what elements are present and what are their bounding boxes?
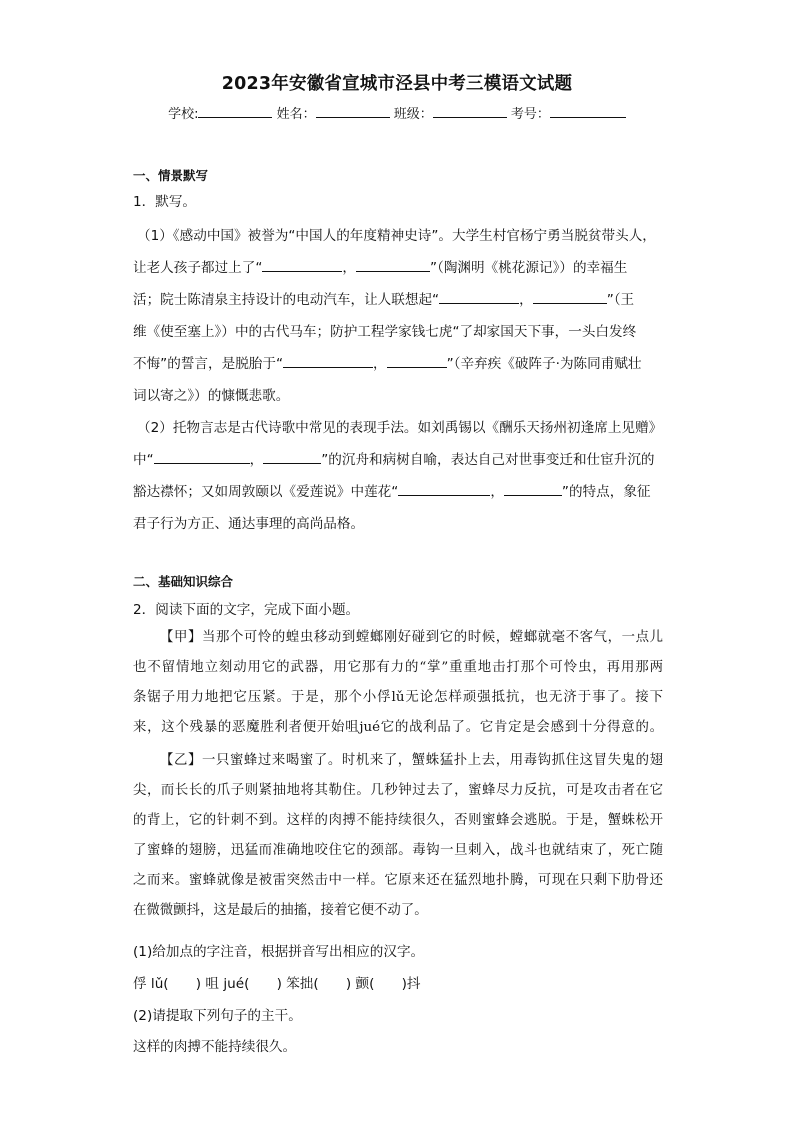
answer-blank[interactable] [263,451,321,464]
text-line: （1）《感动中国》被誉为“中国人的年度精神史诗”。大学生村官杨宁勇当脱贫带头人， [137,228,656,244]
passage-yi-line: 【乙】一只蜜蜂过来喝蜜了。时机来了，蟹蛛猛扑上去，用毒钩抓住这冒失鬼的翅 [160,753,663,768]
text-fragment: ”（王 [606,292,635,308]
school-blank[interactable] [198,105,272,118]
passage-jia-line: 也不留情地立刻动用它的武器，用它那有力的“掌”重重地击打那个可怜虫，再用那两 [133,660,663,675]
answer-blank[interactable] [356,259,430,272]
answer-blank[interactable] [533,291,607,304]
text-line: 维《使至塞上》）中的古代马车；防护工程学家钱七虎“了却家国天下事，一头白发终 [133,324,637,340]
text-fragment: ， [519,292,533,308]
school-label: 学校: [168,107,199,122]
passage-yi-line: 在微微颤抖，这是最后的抽搐，接着它便不动了。 [133,903,428,918]
name-label: 姓名： [276,107,316,122]
text-fragment: ， [373,356,387,372]
text-fragment: ”的沉舟和病树自喻，表达自己对世事变迁和仕宦升沉的 [321,452,655,468]
text-fragment: ， [342,260,356,276]
text-fragment: ， [249,452,264,468]
text-fragment: ， [490,484,504,500]
name-blank[interactable] [316,105,390,118]
exam-number-blank[interactable] [550,105,626,118]
passage-jia-line: 来，这个残暴的恶魔胜利者便开始咀jué它的战利品了。它肯定是会感到十分得意的。 [133,720,663,735]
answer-blank[interactable] [283,355,373,368]
text-line: 君子行为方正、通达事理的高尚品格。 [133,516,365,532]
passage-jia-line: 条锯子用力地把它压紧。于是，那个小俘lǔ无论怎样顽强抵抗，也无济于事了。接下 [133,690,663,705]
passage-jia-line: 【甲】当那个可怜的蝗虫移动到螳螂刚好碰到它的时候，螳螂就毫不客气，一点儿 [160,630,663,645]
fill-line [133,288,634,308]
answer-blank[interactable] [262,259,342,272]
answer-blank[interactable] [154,451,250,464]
question-2-stem: 2．阅读下面的文字，完成下面小题。 [133,602,360,618]
answer-blank[interactable] [439,291,519,304]
page-title: 2023年安徽省宣城市泾县中考三模语文试题 [221,74,573,94]
answer-blank[interactable] [398,483,490,496]
text-line: 词以寄之》）的慷慨悲歌。 [133,388,290,404]
section-heading: 二、基础知识综合 [133,574,234,589]
passage-yi-line: 尖，而长长的爪子则紧抽地将其勒住。几秒钟过去了，蜜蜂尽力反抗，可是攻击者在它 [133,783,663,798]
sub-question-1-items: 俘 lǔ( ) 咀 jué( ) 笨拙( ) 颤( )抖 [133,976,421,992]
answer-blank[interactable] [387,355,447,368]
sub-question-2-sentence: 这样的肉搏不能持续很久。 [133,1039,297,1055]
text-fragment: 豁达襟怀；又如周敦颐以《爱莲说》中莲花“ [133,484,399,500]
fill-line [133,256,627,276]
text-fragment: 活；院士陈清泉主持设计的电动汽车，让人联想起“ [133,292,440,308]
question-1-stem: 1．默写。 [133,194,197,210]
text-fragment: ”的特点，象征 [561,484,651,500]
class-label: 班级： [393,107,433,122]
passage-yi-line: 了蜜蜂的翅膀，迅猛而准确地咬住它的颈部。毒钩一旦刺入，战斗也就结束了，死亡随 [133,843,663,858]
text-fragment: 不悔”的誓言，是脱胎于“ [133,356,284,372]
class-blank[interactable] [433,105,507,118]
exam-number-label: 考号： [510,107,550,122]
fill-line [133,352,642,372]
fill-line [133,480,651,500]
text-fragment: 让老人孩子都过上了“ [133,260,263,276]
student-info-line [0,103,794,122]
section-heading: 一、情景默写 [133,168,209,183]
fill-line [133,448,655,468]
answer-blank[interactable] [504,483,562,496]
text-line: （2）托物言志是古代诗歌中常见的表现手法。如刘禹锡以《酬乐天扬州初逢席上见赠》 [137,420,663,436]
text-fragment: ”（辛弃疾《破阵子·为陈同甫赋壮 [446,356,642,372]
text-fragment: ”（陶渊明《桃花源记》）的幸福生 [429,260,628,276]
sub-question-1: (1)给加点的字注音，根据拼音写出相应的汉字。 [133,944,425,960]
text-fragment: 中“ [133,452,154,468]
passage-yi-line: 的背上，它的针刺不到。这样的肉搏不能持续很久，否则蜜蜂会逃脱。于是，蟹蛛松开 [133,813,663,828]
passage-yi-line: 之而来。蜜蜂就像是被雷突然击中一样。它原来还在猛烈地扑腾，可现在只剩下肋骨还 [133,873,663,888]
sub-question-2: (2)请提取下列句子的主干。 [133,1008,302,1024]
